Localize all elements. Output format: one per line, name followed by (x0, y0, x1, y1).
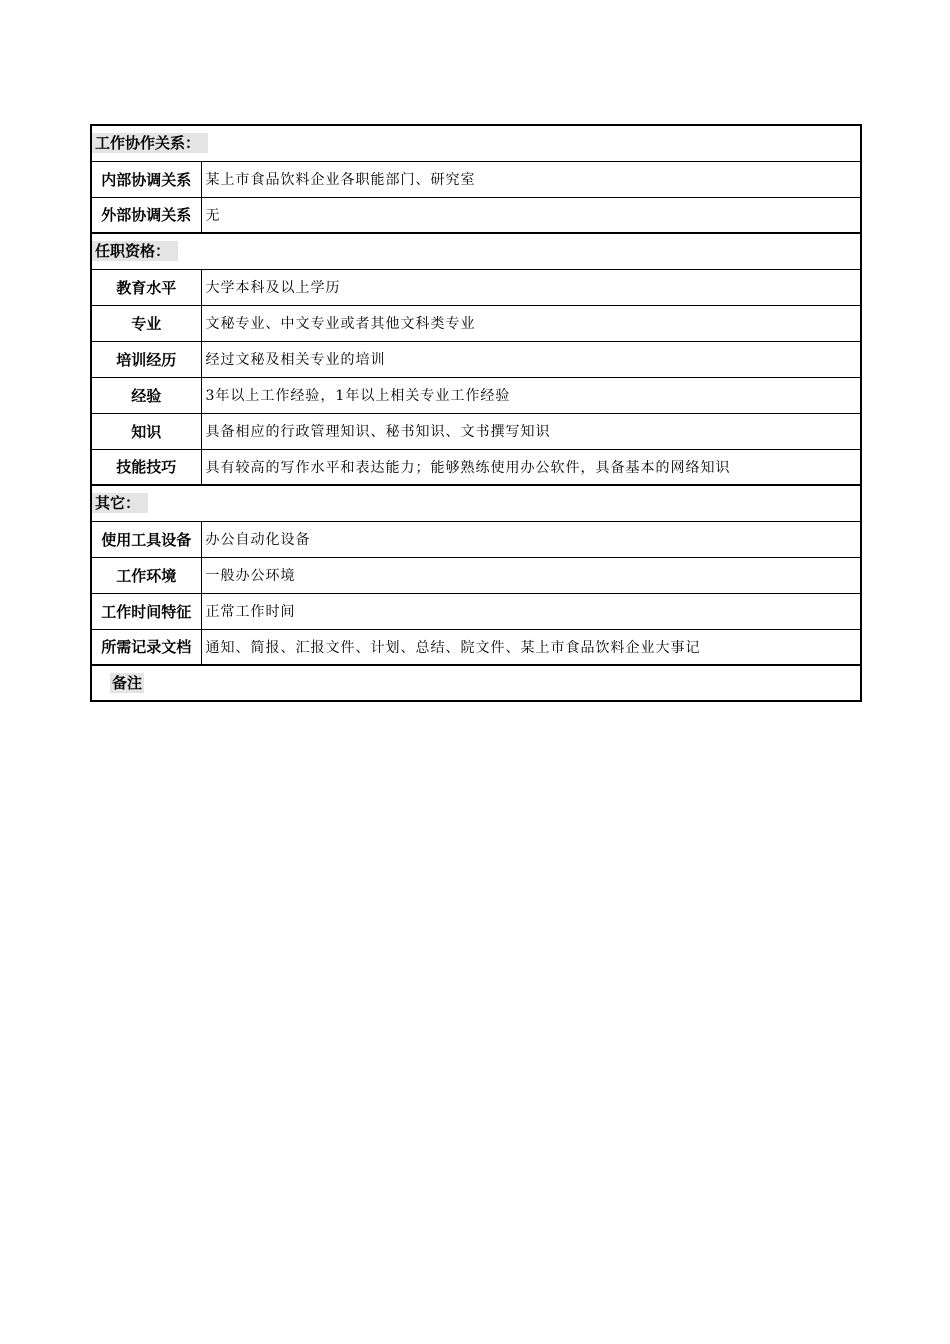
row-value: 无 (201, 197, 861, 233)
row-label: 技能技巧 (91, 449, 201, 485)
row-label: 教育水平 (91, 269, 201, 305)
table-row (91, 341, 861, 377)
table-row (91, 197, 861, 233)
row-value: 具备相应的行政管理知识、秘书知识、文书撰写知识 (201, 413, 861, 449)
row-label: 工作环境 (91, 557, 201, 593)
row-value: 办公自动化设备 (201, 521, 861, 557)
row-value: 某上市食品饮料企业各职能部门、研究室 (201, 161, 861, 197)
remarks-label: 备注 (112, 674, 143, 692)
row-value: 通知、简报、汇报文件、计划、总结、院文件、某上市食品饮料企业大事记 (201, 629, 861, 665)
row-label: 使用工具设备 (91, 521, 201, 557)
table-row (91, 161, 861, 197)
job-description-table (90, 124, 862, 702)
remarks-row (91, 665, 861, 701)
row-label: 外部协调关系 (91, 197, 201, 233)
section-header-qualifications (91, 233, 861, 269)
row-label: 所需记录文档 (91, 629, 201, 665)
table-row (91, 305, 861, 341)
row-label: 内部协调关系 (91, 161, 201, 197)
section-header-other (91, 485, 861, 521)
row-value: 大学本科及以上学历 (201, 269, 861, 305)
table-row (91, 269, 861, 305)
row-value: 一般办公环境 (201, 557, 861, 593)
table-row (91, 521, 861, 557)
table-row (91, 593, 861, 629)
row-label: 知识 (91, 413, 201, 449)
section-title-other: 其它： (92, 493, 148, 513)
table-row (91, 449, 861, 485)
row-label: 工作时间特征 (91, 593, 201, 629)
row-label: 经验 (91, 377, 201, 413)
section-title-cooperation: 工作协作关系： (92, 133, 208, 153)
row-value: 具有较高的写作水平和表达能力；能够熟练使用办公软件，具备基本的网络知识 (201, 449, 861, 485)
table-row (91, 413, 861, 449)
row-label: 专业 (91, 305, 201, 341)
table-row (91, 377, 861, 413)
section-header-cooperation (91, 125, 861, 161)
row-label: 培训经历 (91, 341, 201, 377)
row-value: 正常工作时间 (201, 593, 861, 629)
row-value: 3年以上工作经验，1年以上相关专业工作经验 (201, 377, 861, 413)
row-value: 经过文秘及相关专业的培训 (201, 341, 861, 377)
row-value: 文秘专业、中文专业或者其他文科类专业 (201, 305, 861, 341)
table-row (91, 629, 861, 665)
section-title-qualifications: 任职资格： (92, 241, 178, 261)
table-row (91, 557, 861, 593)
